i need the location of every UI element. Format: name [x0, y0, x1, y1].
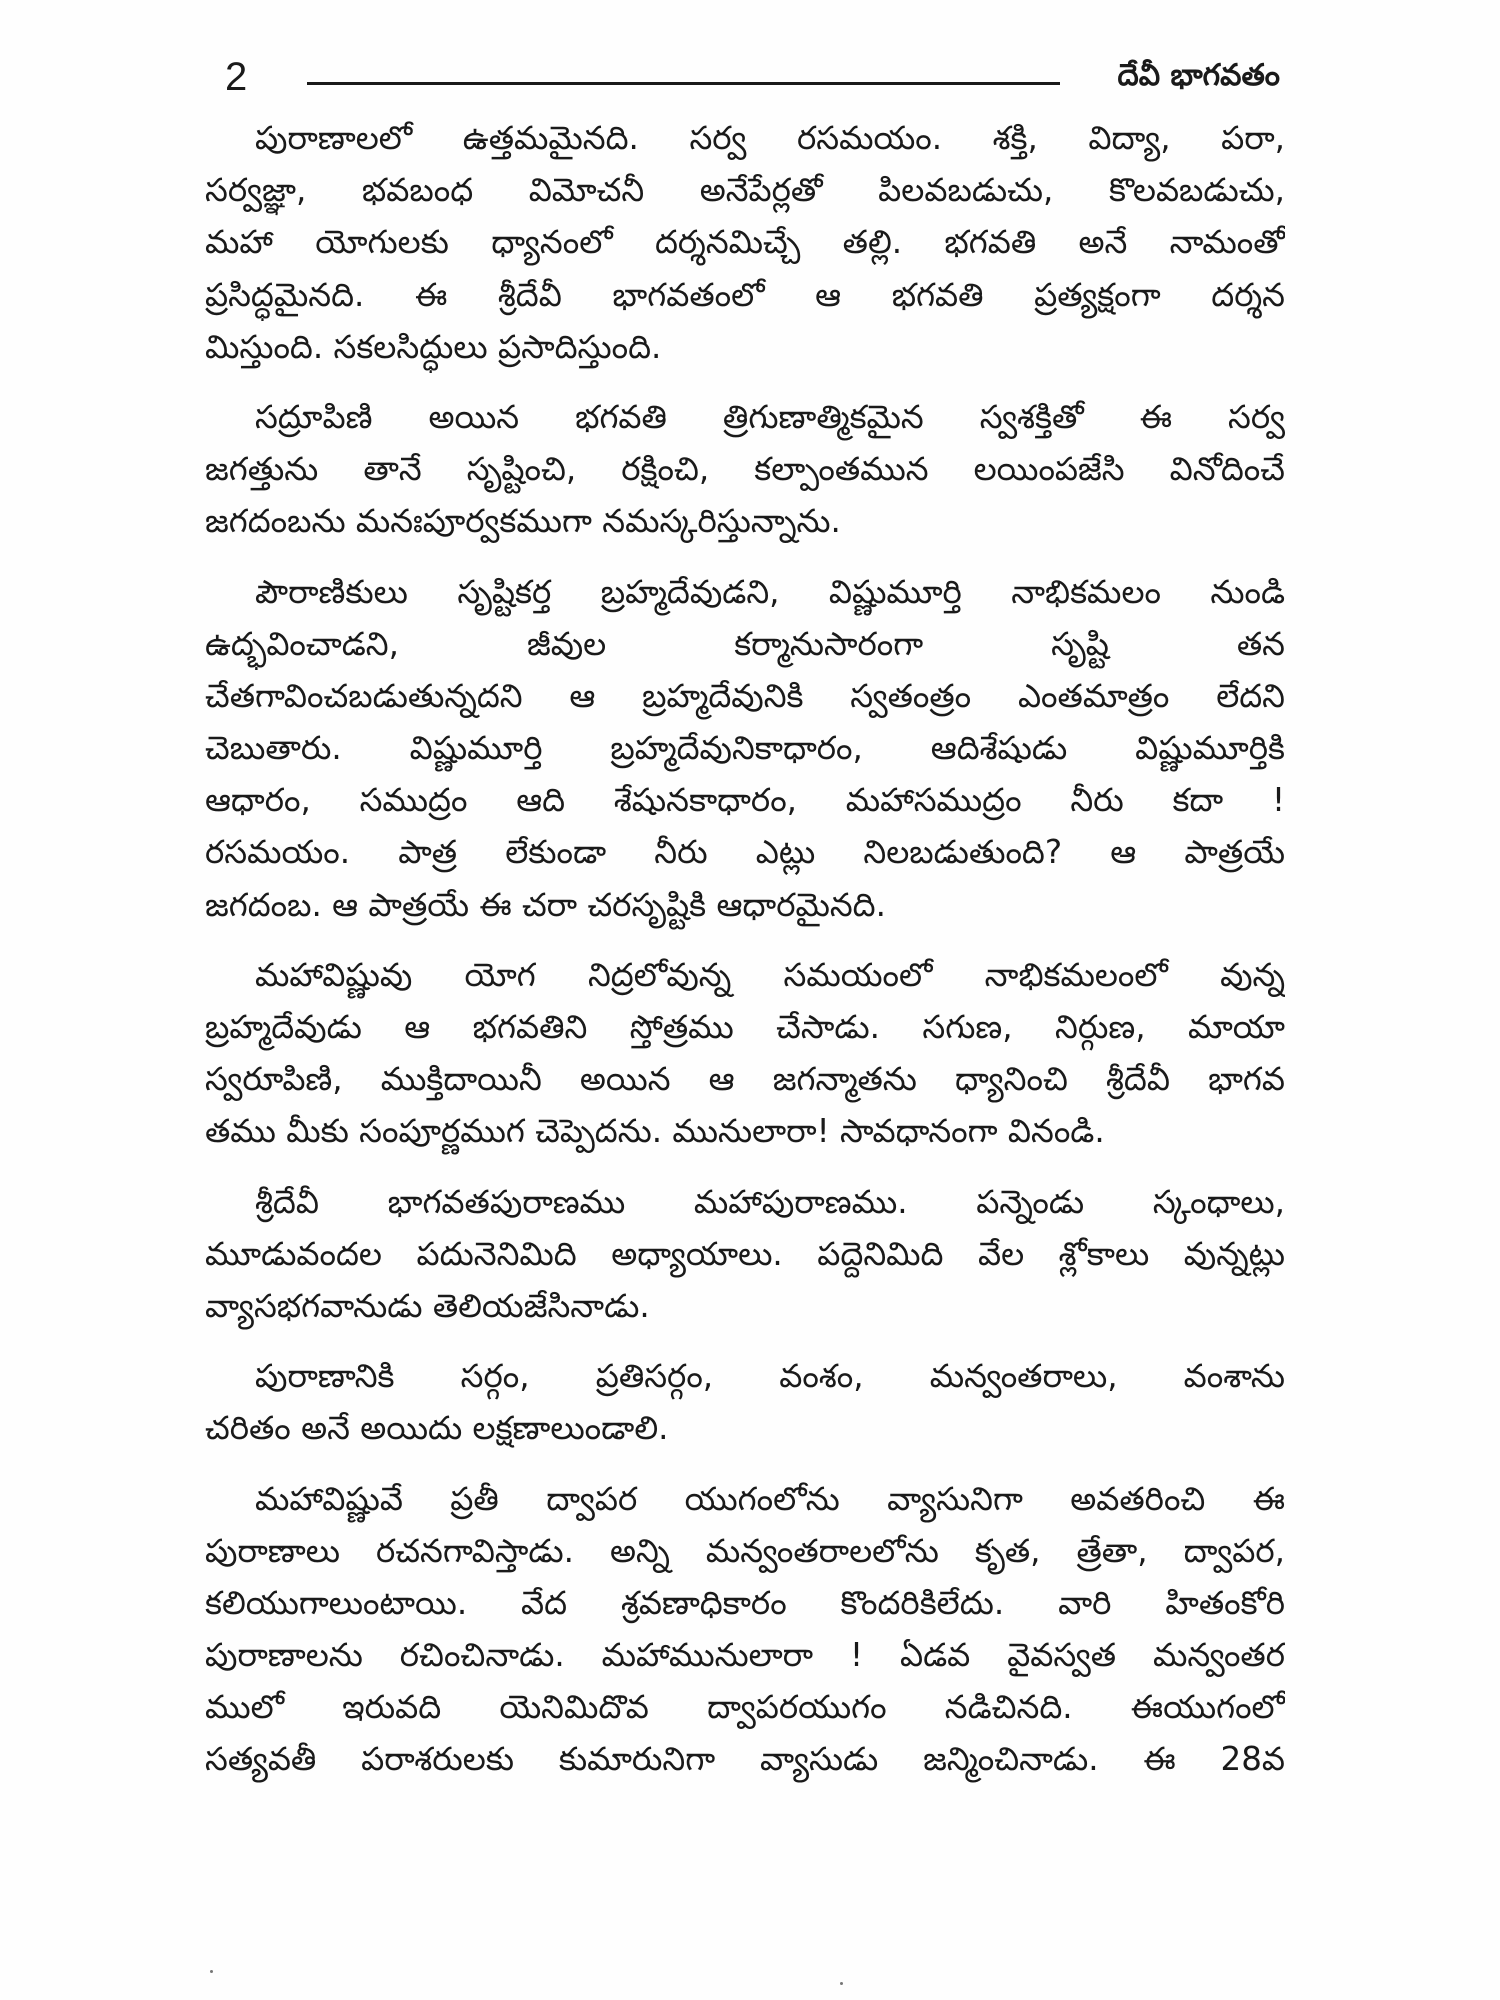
text-line: బ్రహ్మదేవుడు ఆ భగవతిని స్తోత్రము చేసాడు. సగుణ, నిర్గుణ, మాయా [205, 1008, 1285, 1046]
text-line: చెబుతారు. విష్ణుమూర్తి బ్రహ్మదేవునికాధారం, ఆదిశేషుడు విష్ణుమూర్తికి [205, 729, 1285, 768]
text-line: సత్యవతీ పరాశరులకు కుమారునిగా వ్యాసుడు జన్మించినాడు. ఈ 28వ [205, 1740, 1285, 1779]
body-text [205, 112, 1285, 1786]
scan-speck [840, 1982, 843, 1985]
text-line: పురాణాలను రచించినాడు. మహామునులారా ! ఏడవ వైవస్వత మన్వంతర [205, 1636, 1285, 1675]
text-line: పౌరాణికులు సృష్టికర్త బ్రహ్మదేవుడని, విష్ణుమూర్తి నాభికమలం నుండి [255, 572, 1285, 611]
text-line: పురాణాలు రచనగావిస్తాడు. అన్ని మన్వంతరాలలోను కృత, త్రేతా, ద్వాపర, [205, 1531, 1285, 1570]
text-line: జగత్తును తానే సృష్టించి, రక్షించి, కల్పాంతమున లయింపజేసి వినోదించే [205, 450, 1285, 489]
paragraph [205, 566, 1285, 931]
paragraph [205, 1473, 1285, 1786]
text-line: మహావిష్ణువే ప్రతీ ద్వాపర యుగంలోను వ్యాసునిగా అవతరించి ఈ [255, 1479, 1285, 1518]
paragraph [205, 112, 1285, 373]
text-line: మూడువందల పదునెనిమిది అధ్యాయాలు. పద్దెనిమిది వేల శ్లోకాలు వున్నట్లు [205, 1234, 1285, 1273]
text-line: పురాణానికి సర్గం, ప్రతిసర్గం, వంశం, మన్వంతరాలు, వంశాను [255, 1357, 1285, 1396]
text-line: ఉద్భవించాడని, జీవుల కర్మానుసారంగా సృష్టి తన [205, 624, 1285, 663]
text-line: ఆధారం, సముద్రం ఆది శేషునకాధారం, మహాసముద్రం నీరు కదా ! [205, 781, 1285, 820]
text-line: జగదంబ. ఆ పాత్రయే ఈ చరా చరసృష్టికి ఆధారమైనది. [205, 885, 886, 924]
text-line: ప్రసిద్ధమైనది. ఈ శ్రీదేవీ భాగవతంలో ఆ భగవతి ప్రత్యక్షంగా దర్శన [205, 275, 1285, 314]
paragraph [205, 949, 1285, 1158]
text-line: చరితం అనే అయిదు లక్షణాలుండాలి. [205, 1409, 669, 1448]
header-rule [307, 82, 1060, 85]
text-line: కలియుగాలుంటాయి. వేద శ్రవణాధికారం కొందరికిలేదు. వారి హితంకోరి [205, 1583, 1285, 1622]
text-line: స్వరూపిణి, ముక్తిదాయినీ అయిన ఆ జగన్మాతను ధ్యానించి శ్రీదేవీ భాగవ [205, 1060, 1285, 1099]
text-line: వ్యాసభగవానుడు తెలియజేసినాడు. [205, 1286, 650, 1325]
text-line: తము మీకు సంపూర్ణముగ చెప్పెదను. మునులారా! సావధానంగా వినండి. [205, 1112, 1105, 1151]
text-line: మిస్తుంది. సకలసిద్ధులు ప్రసాదిస్తుంది. [205, 327, 662, 366]
paragraph [205, 1176, 1285, 1333]
text-line: సద్రూపిణి అయిన భగవతి త్రిగుణాత్మికమైన స్వశక్తితో ఈ సర్వ [255, 397, 1285, 436]
paragraph [205, 1350, 1285, 1454]
paragraph [205, 391, 1285, 548]
text-line: మహావిష్ణువు యోగ నిద్రలోవున్న సమయంలో నాభికమలంలో వున్న [255, 955, 1285, 994]
text-line: శ్రీదేవీ భాగవతపురాణము మహాపురాణము. పన్నెండు స్కంధాలు, [255, 1182, 1285, 1221]
running-title: దేవీ భాగవతం [1117, 58, 1280, 93]
scan-speck [210, 1970, 213, 1973]
text-line: రసమయం. పాత్ర లేకుండా నీరు ఎట్లు నిలబడుతుంది? ఆ పాత్రయే [205, 833, 1285, 872]
text-line: ములో ఇరువది యెనిమిదొవ ద్వాపరయుగం నడిచినది. ఈయుగంలో [205, 1688, 1285, 1727]
text-line: చేతగావించబడుతున్నదని ఆ బ్రహ్మదేవునికి స్వతంత్రం ఎంతమాత్రం లేదని [205, 676, 1285, 715]
page-number: 2 [225, 55, 248, 99]
text-line: పురాణాలలో ఉత్తమమైనది. సర్వ రసమయం. శక్తి, విద్యా, పరా, [255, 119, 1285, 157]
text-line: సర్వజ్ఞా, భవబంధ విమోచనీ అనేపేర్లతో పిలవబడుచు, కొలవబడుచు, [205, 171, 1285, 210]
text-line: జగదంబను మనఃపూర్వకముగా నమస్కరిస్తున్నాను. [205, 502, 841, 541]
text-line: మహా యోగులకు ధ్యానంలో దర్శనమిచ్చే తల్లి. భగవతి అనే నామంతో [205, 223, 1285, 262]
page-header [225, 52, 1280, 102]
